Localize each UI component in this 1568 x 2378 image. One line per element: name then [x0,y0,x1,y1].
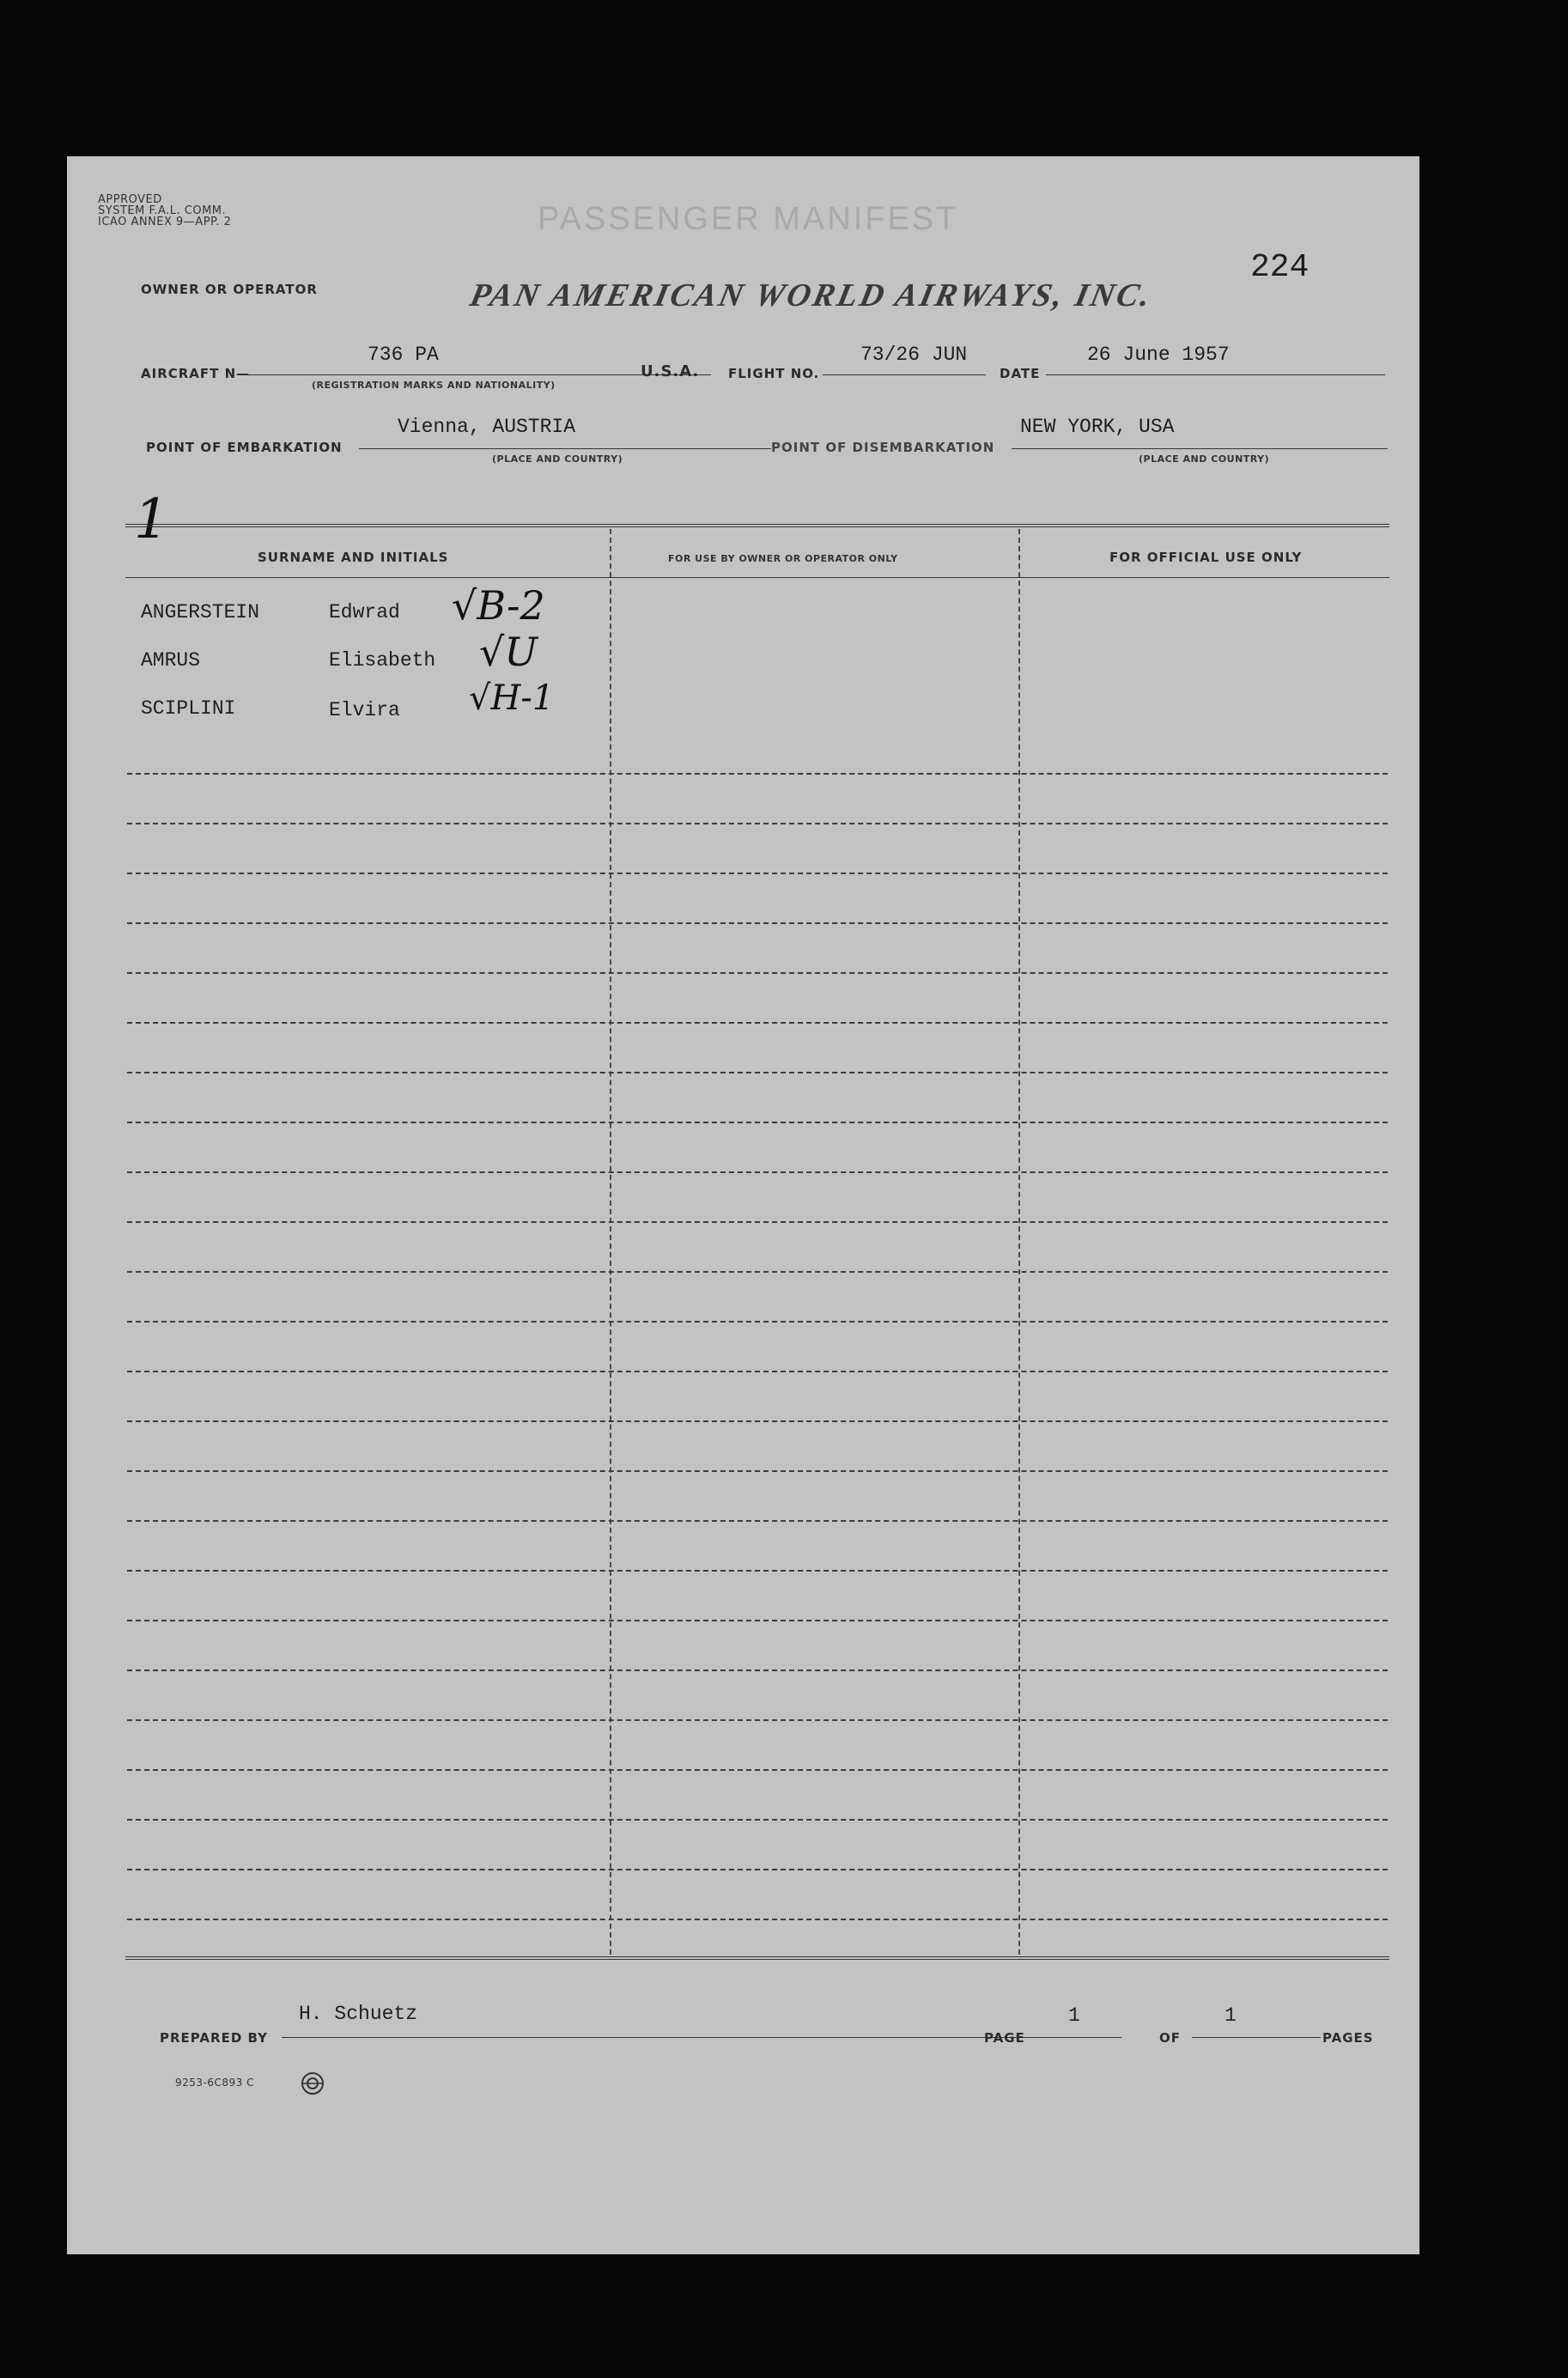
approval-line: SYSTEM F.A.L. COMM. [98,204,227,217]
date-value: 26 June 1957 [1087,344,1230,366]
column-header-operator-use: FOR USE BY OWNER OR OPERATOR ONLY [668,553,898,564]
approval-line: ICAO ANNEX 9—APP. 2 [98,216,232,228]
page-label: PAGE [984,2030,1025,2046]
aircraft-value: 736 PA [368,344,439,366]
handwritten-check-mark: √B-2 [452,582,545,629]
approval-block [98,194,231,228]
embarkation-value: Vienna, AUSTRIA [398,416,576,438]
embarkation-label: POINT OF EMBARKATION [146,440,343,455]
embarkation-caption: (PLACE AND COUNTRY) [492,453,623,465]
aircraft-caption: (REGISTRATION MARKS AND NATIONALITY) [312,380,556,391]
passenger-given-name: Edwrad [329,601,400,623]
passenger-given-name: Elisabeth [329,649,436,672]
pages-label: PAGES [1322,2030,1374,2046]
margin-tick-mark: 1 [134,488,169,551]
disembarkation-caption: (PLACE AND COUNTRY) [1139,453,1270,465]
approval-line: APPROVED [98,193,162,206]
passenger-surname: SCIPLINI [141,697,236,720]
form-title: PASSENGER MANIFEST [538,201,959,237]
owner-label: OWNER OR OPERATOR [141,282,318,297]
flight-label: FLIGHT NO. [728,366,820,381]
disembarkation-value: NEW YORK, USA [1020,416,1175,438]
of-label: OF [1159,2030,1181,2046]
form-code: 9253-6C893 C [175,2077,254,2089]
column-header-official-use: FOR OFFICIAL USE ONLY [1109,550,1303,565]
disembarkation-label: POINT OF DISEMBARKATION [771,440,995,455]
passenger-surname: AMRUS [141,649,201,672]
page-number-stamp: 224 [1250,249,1310,286]
union-label-icon [301,2071,325,2095]
column-header-surname: SURNAME AND INITIALS [258,550,449,565]
prepared-by-label: PREPARED BY [160,2030,268,2046]
date-label: DATE [1000,366,1041,381]
aircraft-label: AIRCRAFT N— [141,366,251,381]
passenger-surname: ANGERSTEIN [141,601,260,623]
of-value: 1 [1225,2004,1237,2027]
prepared-by-value: H. Schuetz [299,2003,418,2025]
usa-label: U.S.A. [641,362,700,380]
handwritten-check-mark: √H-1 [469,678,555,718]
handwritten-check-mark: √U [479,629,538,675]
flight-value: 73/26 JUN [860,344,968,366]
page-value: 1 [1068,2004,1080,2027]
manifest-page [67,156,1419,2254]
owner-logo: PAN AMERICAN WORLD AIRWAYS, INC. [466,277,1157,313]
passenger-given-name: Elvira [329,699,400,721]
